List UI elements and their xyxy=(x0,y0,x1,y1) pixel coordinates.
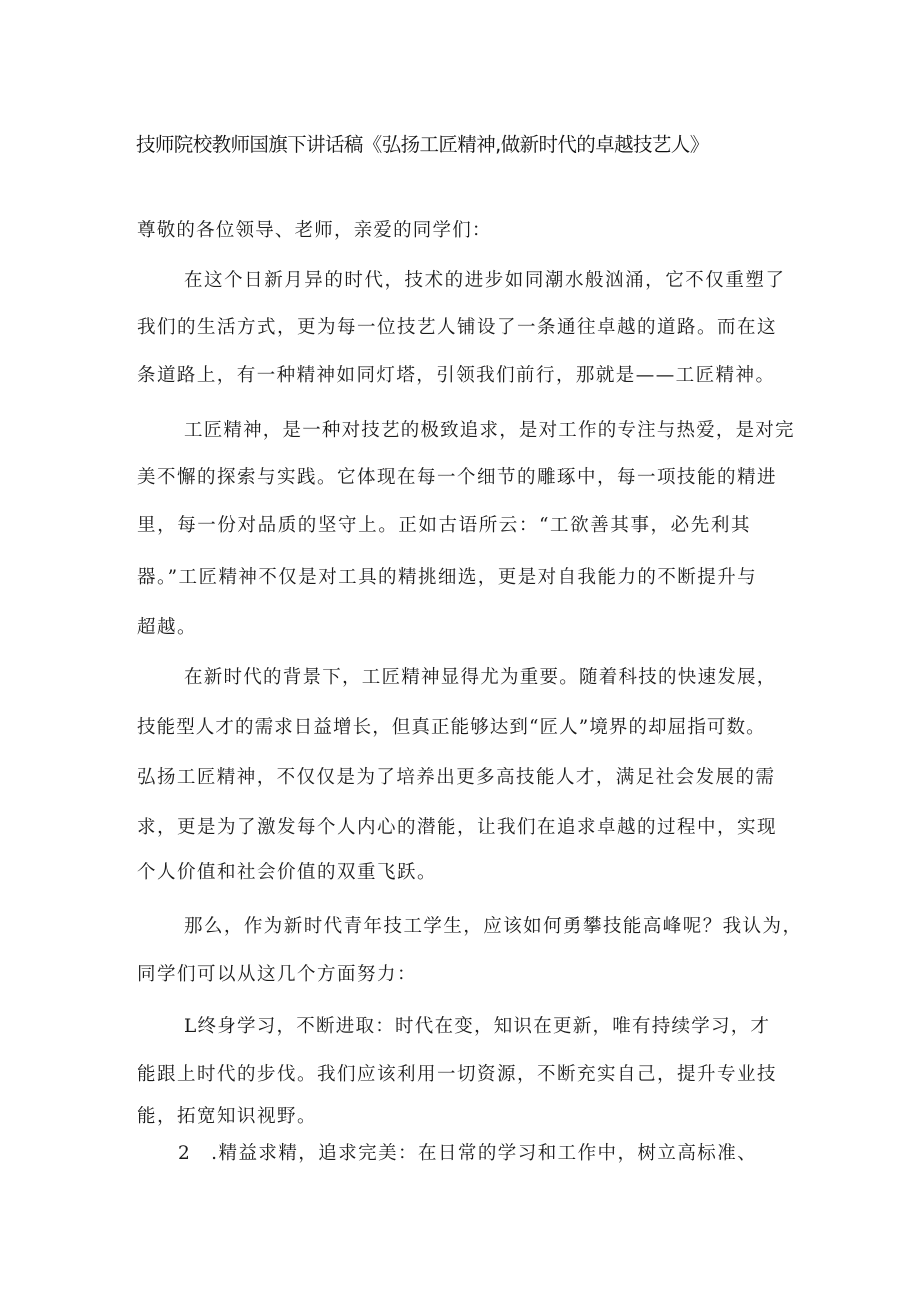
text-line: 同学们可以从这几个方面努力： xyxy=(137,964,418,985)
text-line: 在这个日新月异的时代，技术的进步如同潮水般汹涌，它不仅重塑了 xyxy=(184,270,786,291)
text-line: 能，拓宽知识视野。 xyxy=(137,1106,318,1127)
text-line: 那么，作为新时代青年技工学生，应该如何勇攀技能高峰呢？我认为， xyxy=(184,916,803,937)
text-line: 技能型人才的需求日益增长，但真正能够达到“匠人”境界的却屈指可数。 xyxy=(137,717,766,738)
document-title: 技师院校教师国旗下讲话稿《弘扬工匠精神,做新时代的卓越技艺人》 xyxy=(136,133,709,156)
text-line: 弘扬工匠精神，不仅仅是为了培养出更多高技能人才，满足社会发展的需 xyxy=(137,767,776,788)
text-line: L终身学习，不断进取：时代在变，知识在更新，唯有持续学习，才 xyxy=(184,1016,771,1037)
text-line: 尊敬的各位领导、老师，亲爱的同学们： xyxy=(137,220,492,241)
text-line: 器。”工匠精神不仅是对工具的精挑细选，更是对自我能力的不断提升与 xyxy=(137,567,758,588)
text-line: 求，更是为了激发每个人内心的潜能，让我们在追求卓越的过程中，实现 xyxy=(137,817,778,838)
text-line: 我们的生活方式，更为每一位技艺人铺设了一条通往卓越的道路。而在这 xyxy=(137,317,778,338)
text-line: 超越。 xyxy=(137,617,198,638)
text-line: 里，每一份对品质的坚守上。正如古语所云：“工欲善其事，必先利其 xyxy=(137,515,752,536)
text-line: 美不懈的探索与实践。它体现在每一个细节的雕琢中，每一项技能的精进 xyxy=(137,467,778,488)
text-line: 2 .精益求精，追求完美：在日常的学习和工作中，树立高标准、 xyxy=(178,1143,758,1164)
text-line: 条道路上，有一种精神如同灯塔，引领我们前行，那就是——工匠精神。 xyxy=(137,365,776,386)
text-line: 工匠精神，是一种对技艺的极致追求，是对工作的专注与热爱，是对完 xyxy=(184,420,795,441)
text-line: 在新时代的背景下，工匠精神显得尤为重要。随着科技的快速发展， xyxy=(184,667,777,688)
text-line: 个人价值和社会价值的双重飞跃。 xyxy=(137,862,438,883)
text-line: 能跟上时代的步伐。我们应该利用一切资源，不断充实自己，提升专业技 xyxy=(137,1064,778,1085)
